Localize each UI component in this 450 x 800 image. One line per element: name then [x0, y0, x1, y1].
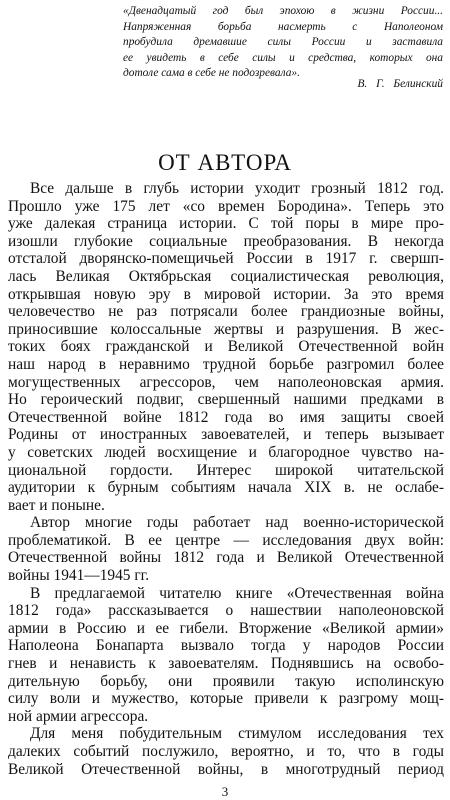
text-line: ной армии агрессора. — [8, 707, 149, 725]
epigraph-line: «Двенадцатый год был эпохою в жизни России... — [123, 5, 443, 17]
text-line: 1812 года» рассказывается о нашествии наполеоновской — [8, 602, 444, 620]
text-line: В предлагаемой читателю книге «Отечественная война — [30, 584, 444, 602]
text-line: гнев и ненависть к завоевателям. Поднявшись на освобо- — [8, 655, 444, 673]
text-line: Прошло уже 175 лет «со времен Бородина». Теперь это — [8, 197, 444, 215]
page-number: 3 — [221, 784, 229, 799]
text-line: лась Великая Октябрьская социалистическая революция, — [8, 267, 444, 285]
text-line: у советских людей восхищение и благородное чувство на- — [8, 443, 444, 461]
text-line: проблематикой. В ее центре — исследования двух войн: — [8, 531, 444, 549]
text-line: изошли глубокие социальные преобразования. В некогда — [8, 232, 444, 250]
epigraph-line: Напряженная борьба насмерть с Наполеоном — [123, 20, 443, 33]
epigraph-author: В. Г. Белинский — [357, 78, 443, 90]
text-line: человечество не раз потрясали более грандиозные войны, — [8, 303, 444, 321]
text-line: дительную борьбу, они проявили такую исполинскую — [8, 672, 444, 690]
epigraph — [123, 4, 443, 82]
text-line: армии в Россию и ее гибели. Вторжение «Великой армии» — [8, 619, 444, 637]
text-line: войны 1941—1945 гг. — [8, 567, 150, 585]
text-line: Великой Отечественной войны, в многотрудный период — [8, 760, 444, 778]
text-line: открывшая новую эру в мировой истории. За это время — [8, 285, 444, 303]
body-text — [8, 180, 444, 778]
text-line: аудитории к бурным событиям начала XIX в. не ослабе- — [8, 479, 444, 497]
text-line: вает и поныне. — [8, 496, 105, 514]
text-line: Автор многие годы работает над военно-исторической — [30, 514, 444, 532]
text-line: Наполеона Бонапарта вызвало тогда у народов России — [8, 637, 444, 655]
text-line: силу воли и мужество, которые привели к разгрому мощ- — [8, 690, 444, 708]
text-line: уже далекая страница истории. С той поры в мире про- — [8, 215, 444, 233]
epigraph-line: дотоле сама в себе не подозревала». — [123, 67, 300, 80]
text-line: токих боях гражданской и Великой Отечественной войн — [8, 338, 444, 356]
text-line: Все дальше в глубь истории уходит грозный 1812 год. — [30, 180, 444, 197]
text-line: Но героический подвиг, свершенный нашими предками в — [8, 391, 444, 409]
chapter-heading: ОТ АВТОРА — [158, 150, 292, 176]
epigraph-line: пробудила дремавшие силы России и заставила — [123, 36, 443, 49]
epigraph-line: ее увидеть в себе силы и средства, которых она — [123, 51, 443, 64]
text-line: приносившие колоссальные жертвы и разрушения. В жес- — [8, 320, 444, 338]
text-line: отсталой дворянско-помещичьей России в 1917 г. свершп- — [8, 250, 444, 268]
text-line: циональной гордости. Интерес широкой читательской — [8, 461, 444, 479]
text-line: Отечественной войне 1812 года во имя защиты своей — [8, 408, 444, 426]
text-line: Для меня побудительным стимулом исследования тех — [30, 725, 444, 743]
text-line: Родины от иностранных завоевателей, и теперь вызывает — [8, 426, 444, 444]
text-line: наш народ в неравнимо трудной борьбе разгромил более — [8, 355, 444, 373]
text-line: могущественных агрессоров, чем наполеоновская армия. — [8, 373, 444, 391]
text-line: Отечественной войны 1812 года и Великой Отечественной — [8, 549, 444, 567]
text-line: далеких событий послужило, вероятно, и то, что в годы — [8, 743, 444, 760]
